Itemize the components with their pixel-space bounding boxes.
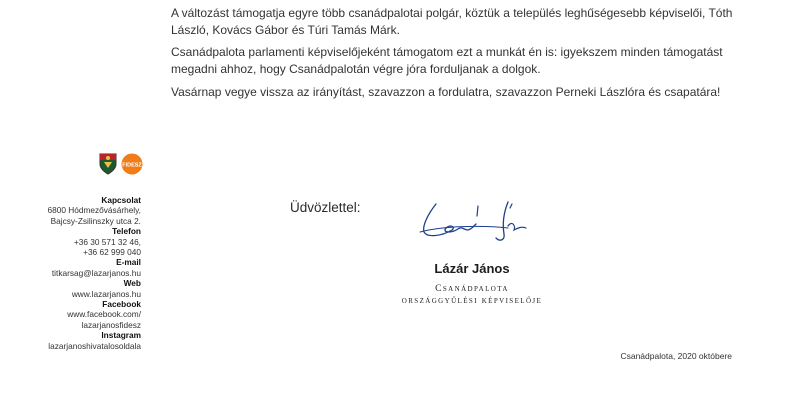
web-label: Web xyxy=(123,278,141,289)
phone-label: Telefon xyxy=(112,226,141,237)
phone-number: +36 30 571 32 46, xyxy=(73,236,141,247)
role-line: Csanádpalota xyxy=(435,284,509,294)
signatory-name: Lázár János xyxy=(434,261,510,276)
handwritten-signature xyxy=(412,196,532,244)
facebook-address: lazarjanosfidesz xyxy=(81,319,141,330)
letter-paragraph-1: A változást támogatja egyre több csanádpalotai polgár, köztük a település leghűségesebb képviselői, Tóth László, Kovács Gábor és Túri Tamás Márk. xyxy=(171,6,733,37)
instagram-handle: lazarjanoshivatalosoldala xyxy=(48,340,141,351)
place-date: Csanádpalota, 2020 októbere xyxy=(620,351,732,361)
contact-block xyxy=(0,195,141,351)
facebook-label: Facebook xyxy=(102,299,141,310)
letter-paragraph-3: Vasárnap vegye vissza az irányítást, szavazzon a fordulatra, szavazzon Perneki Lászlóra és csapatára! xyxy=(171,85,721,99)
fidesz-logo-icon xyxy=(121,153,143,175)
closing-greeting: Üdvözlettel: xyxy=(290,200,361,215)
logo-group xyxy=(98,153,143,175)
email-address: titkarsag@lazarjanos.hu xyxy=(51,267,141,278)
svg-text:FIDESZ: FIDESZ xyxy=(122,162,142,169)
instagram-label: Instagram xyxy=(101,330,141,341)
letter-paragraph-2: Csanádpalota parlamenti képviselőjeként támogatom ezt a munkát én is: igyekszem minden támogatást megadni ahhoz, hogy Csanádpalotán végre jóra forduljanak a dolgok. xyxy=(171,45,723,76)
email-label: E-mail xyxy=(116,257,141,268)
facebook-address: www.facebook.com/ xyxy=(67,309,141,320)
contact-label: Kapcsolat xyxy=(101,195,141,205)
signatory-role xyxy=(377,283,567,307)
address-line: 6800 Hódmezővásárhely, xyxy=(47,205,141,216)
role-line: országgyűlési képviselője xyxy=(401,296,543,306)
phone-number: +36 62 999 040 xyxy=(83,247,141,258)
city-crest-icon xyxy=(98,153,118,175)
web-address: www.lazarjanos.hu xyxy=(71,288,141,299)
address-line: Bajcsy-Zsilinszky utca 2. xyxy=(50,215,141,226)
